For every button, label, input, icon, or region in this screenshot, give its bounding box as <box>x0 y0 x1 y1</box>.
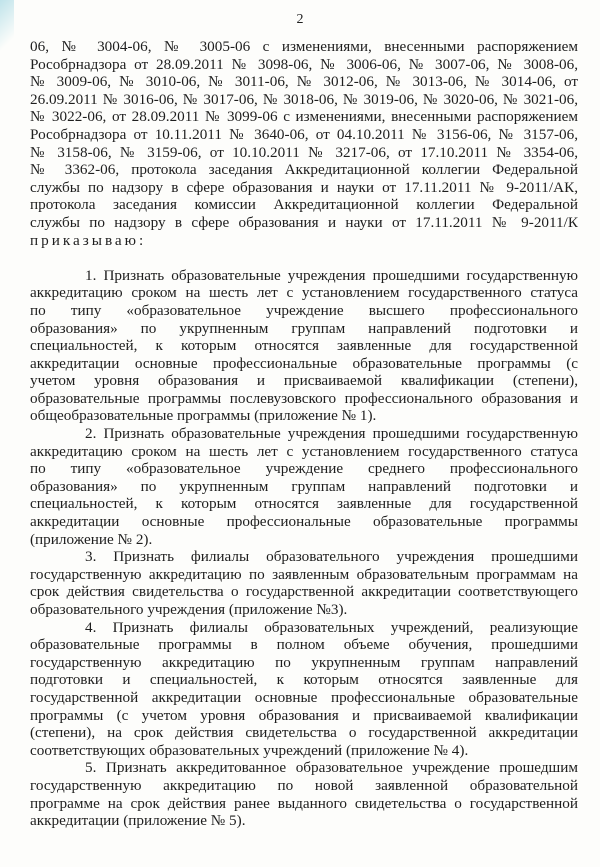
paragraph-line: 3. Признать филиалы образовательного учреждения прошедшими <box>85 548 578 566</box>
order-item-4 <box>30 619 578 760</box>
paragraph-line: аккредитации (приложение № 5). <box>30 812 246 830</box>
preamble-line: протокола заседания комиссии Аккредитационной коллегии Федеральной <box>30 196 578 214</box>
paragraph-line: государственную аккредитацию по новой заявленной образовательной <box>30 776 578 794</box>
paragraph-line: образования» по укрупненным группам направлений подготовки и <box>30 319 578 337</box>
order-item-1 <box>30 267 578 425</box>
preamble-line: № 3158-06, № 3159-06, от 10.10.2011 № 3217-06, от 17.10.2011 № 3354-06, <box>30 143 578 161</box>
paragraph-line: образовательные программы в полном объеме обучения, прошедшими <box>30 636 578 654</box>
paragraph-line: специальностей, к которым относятся заявленные для государственной <box>30 337 578 355</box>
paragraph-line: образования» по укрупненным группам направлений подготовки и <box>30 477 578 495</box>
preamble-line: № 3022-06, от 28.09.2011 № 3099-06 с изменениями, внесенными распоряжением <box>30 108 578 126</box>
paragraph-line: соответствующих образовательных учреждений (приложение № 4). <box>30 741 469 759</box>
paragraph-line: по типу «образовательное учреждение высшего профессионального <box>30 301 578 319</box>
paragraph-line: по типу «образовательное учреждение среднего профессионального <box>30 460 578 478</box>
paragraph-line: программе на срок действия ранее выданного свидетельства о государственной <box>30 794 578 812</box>
paragraph-line: аккредитацию сроком на шесть лет с установлением государственного статуса <box>30 442 578 460</box>
paragraph-line: образовательные программы послевузовского профессионального образования и <box>30 389 578 407</box>
paragraph-line: (степени), на срок действия свидетельства о государственной аккредитации <box>30 724 578 742</box>
page-number: 2 <box>296 12 304 27</box>
paragraph-line: аккредитации основные профессиональные образовательные программы <box>30 513 578 531</box>
preamble-line: 26.09.2011 № 3016-06, № 3017-06, № 3018-06, № 3019-06, № 3020-06, № 3021-06, <box>30 90 578 108</box>
paragraph-line: 2. Признать образовательные учреждения прошедшими государственную <box>85 425 578 443</box>
scan-edge-artifact <box>0 0 14 60</box>
preamble-line: службы по надзору в сфере образования и науки от 17.11.2011 № 9-2011/К <box>30 213 578 231</box>
paragraph-line: общеобразовательные программы (приложение № 1). <box>30 407 377 425</box>
paragraph-line: государственной аккредитации основные профессиональные образовательные <box>30 688 578 706</box>
paragraph-line: учетом уровня образования и присваиваемой квалификации (степени), <box>30 372 578 390</box>
paragraph-line: аккредитации основные профессиональные образовательные программы (с <box>30 354 578 372</box>
document-body <box>30 38 578 830</box>
order-item-3 <box>30 548 578 618</box>
order-item-2 <box>30 425 578 548</box>
preamble-line: 06, № 3004-06, № 3005-06 с изменениями, внесенными распоряжением <box>30 38 578 55</box>
paragraph-line: государственную аккредитацию по заявленным образовательным программам на <box>30 565 578 583</box>
paragraph-line: государственную аккредитацию по укрупненным группам направлений <box>30 653 578 671</box>
preamble <box>30 38 578 232</box>
preamble-line: № 3362-06, протокола заседания Аккредитационной коллегии Федеральной <box>30 161 578 179</box>
paragraph-line: 5. Признать аккредитованное образовательное учреждение прошедшим <box>85 759 578 777</box>
preamble-line: № 3009-06, № 3010-06, № 3011-06, № 3012-06, № 3013-06, № 3014-06, от <box>30 73 578 91</box>
order-word: приказываю: <box>30 231 147 249</box>
paragraph-line: 1. Признать образовательные учреждения прошедшими государственную <box>85 266 578 284</box>
paragraph-line: (приложение № 2). <box>30 530 153 548</box>
paragraph-line: специальностей, к которым относятся заявленные для государственной <box>30 495 578 513</box>
paragraph-line: 4. Признать филиалы образовательных учреждений, реализующие <box>85 618 578 636</box>
paragraph-line: срок действия свидетельства о государственной аккредитации соответствующего <box>30 583 578 601</box>
preamble-line: Рособрнадзора от 10.11.2011 № 3640-06, от 04.10.2011 № 3156-06, № 3157-06, <box>30 125 578 143</box>
paragraph-line: подготовки и специальностей, к которым относятся заявленные для <box>30 671 578 689</box>
paragraph-line: образовательного учреждения (приложение №3). <box>30 601 348 618</box>
paragraph-line: аккредитацию сроком на шесть лет с установлением государственного статуса <box>30 284 578 302</box>
order-item-5 <box>30 759 578 829</box>
order-items <box>30 267 578 830</box>
preamble-line: службы по надзору в сфере образования и науки от 17.11.2011 № 9-2011/АК, <box>30 178 578 196</box>
paragraph-line: программы (с учетом уровня образования и присваиваемой квалификации <box>30 706 578 724</box>
blank-line <box>30 249 578 267</box>
preamble-line: Рособрнадзора от 28.09.2011 № 3098-06, № 3006-06, № 3007-06, № 3008-06, <box>30 55 578 73</box>
